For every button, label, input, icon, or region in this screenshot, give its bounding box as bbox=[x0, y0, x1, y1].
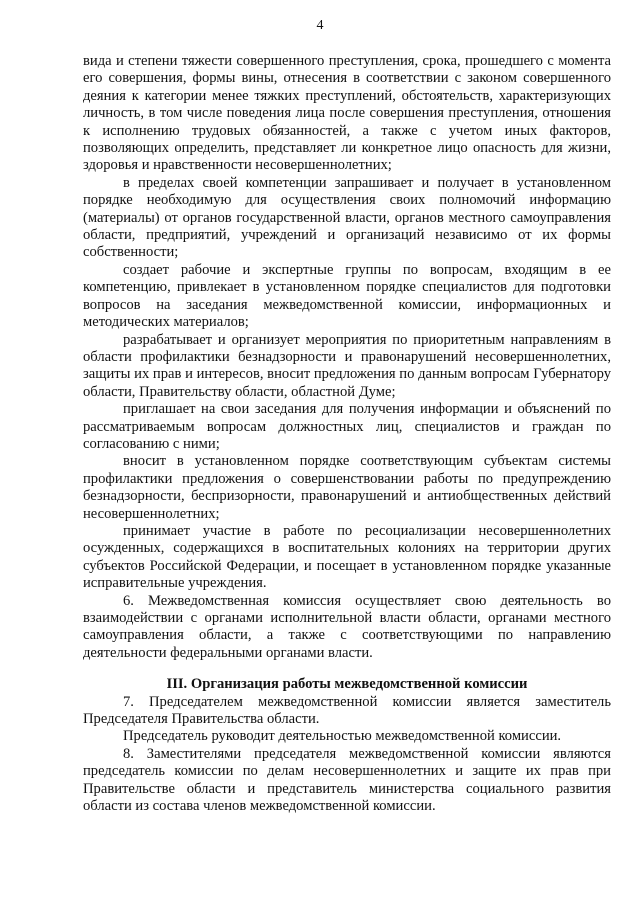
paragraph: принимает участие в работе по ресоциализации несовершеннолетних осужденных, содержащихся в воспитательных колониях на территории других субъектов Российской Федерации, и посещает в установленном порядке указанные исправительные учреждения. bbox=[83, 522, 611, 592]
paragraph: разрабатывает и организует мероприятия по приоритетным направлениям в области профилактики безнадзорности и правонарушений несовершеннолетних, защиты их прав и интересов, вносит предложения по данным вопросам Губернатору области, Правительству области, областной Думе; bbox=[83, 331, 611, 400]
page-number: 4 bbox=[316, 18, 324, 33]
paragraphs-before-heading bbox=[83, 53, 611, 662]
paragraph: 8. Заместителями председателя межведомственной комиссии являются председатель комиссии по делам несовершеннолетних и защите их прав при Правительстве области и представитель министерства социального развития области из состава членов межведомственной комиссии. bbox=[83, 745, 611, 815]
paragraph: Председатель руководит деятельностью межведомственной комиссии. bbox=[123, 728, 562, 745]
paragraph: вида и степени тяжести совершенного преступления, срока, прошедшего с момента его совершения, формы вины, отнесения в соответствии с законом совершенного деяния к категории менее тяжких преступлений, обстоятельств, характеризующих личность, в том числе поведения лица после совершения преступления, отношения к исполнению трудовых обязанностей, а также с учетом иных факторов, позволяющих определить, представляет ли конкретное лицо опасность для жизни, здоровья и нравственности несовершеннолетних; bbox=[83, 53, 611, 174]
paragraph: приглашает на свои заседания для получения информации и объяснений по рассматриваемым вопросам должностных лиц, специалистов и граждан по согласованию с ними; bbox=[83, 401, 611, 452]
paragraph: 7. Председателем межведомственной комиссии является заместитель Председателя Правительства области. bbox=[83, 693, 611, 728]
paragraph: 6. Межведомственная комиссия осуществляет свою деятельность во взаимодействии с органами исполнительной власти области, органами местного самоуправления области, а также с соответствующими по направлению деятельности федеральными органами власти. bbox=[83, 592, 611, 661]
section-heading: III. Организация работы межведомственной комиссии bbox=[166, 676, 528, 693]
paragraph: в пределах своей компетенции запрашивает и получает в установленном порядке необходимую для осуществления своих полномочий информацию (материалы) от органов государственной власти, органов местного самоуправления области, предприятий, учреждений и организаций независимо от их формы собственности; bbox=[83, 174, 611, 261]
paragraph: создает рабочие и экспертные группы по вопросам, входящим в ее компетенцию, привлекает в установленном порядке специалистов для подготовки вопросов на заседания межведомственной комиссии, информационных и методических материалов; bbox=[83, 261, 611, 331]
document-body bbox=[83, 53, 611, 815]
paragraph: вносит в установленном порядке соответствующим субъектам системы профилактики предложения о совершенствовании работы по предупреждению безнадзорности, беспризорности, правонарушений и антиобщественных действий несовершеннолетних; bbox=[83, 453, 611, 522]
paragraphs-after-heading bbox=[83, 694, 611, 816]
